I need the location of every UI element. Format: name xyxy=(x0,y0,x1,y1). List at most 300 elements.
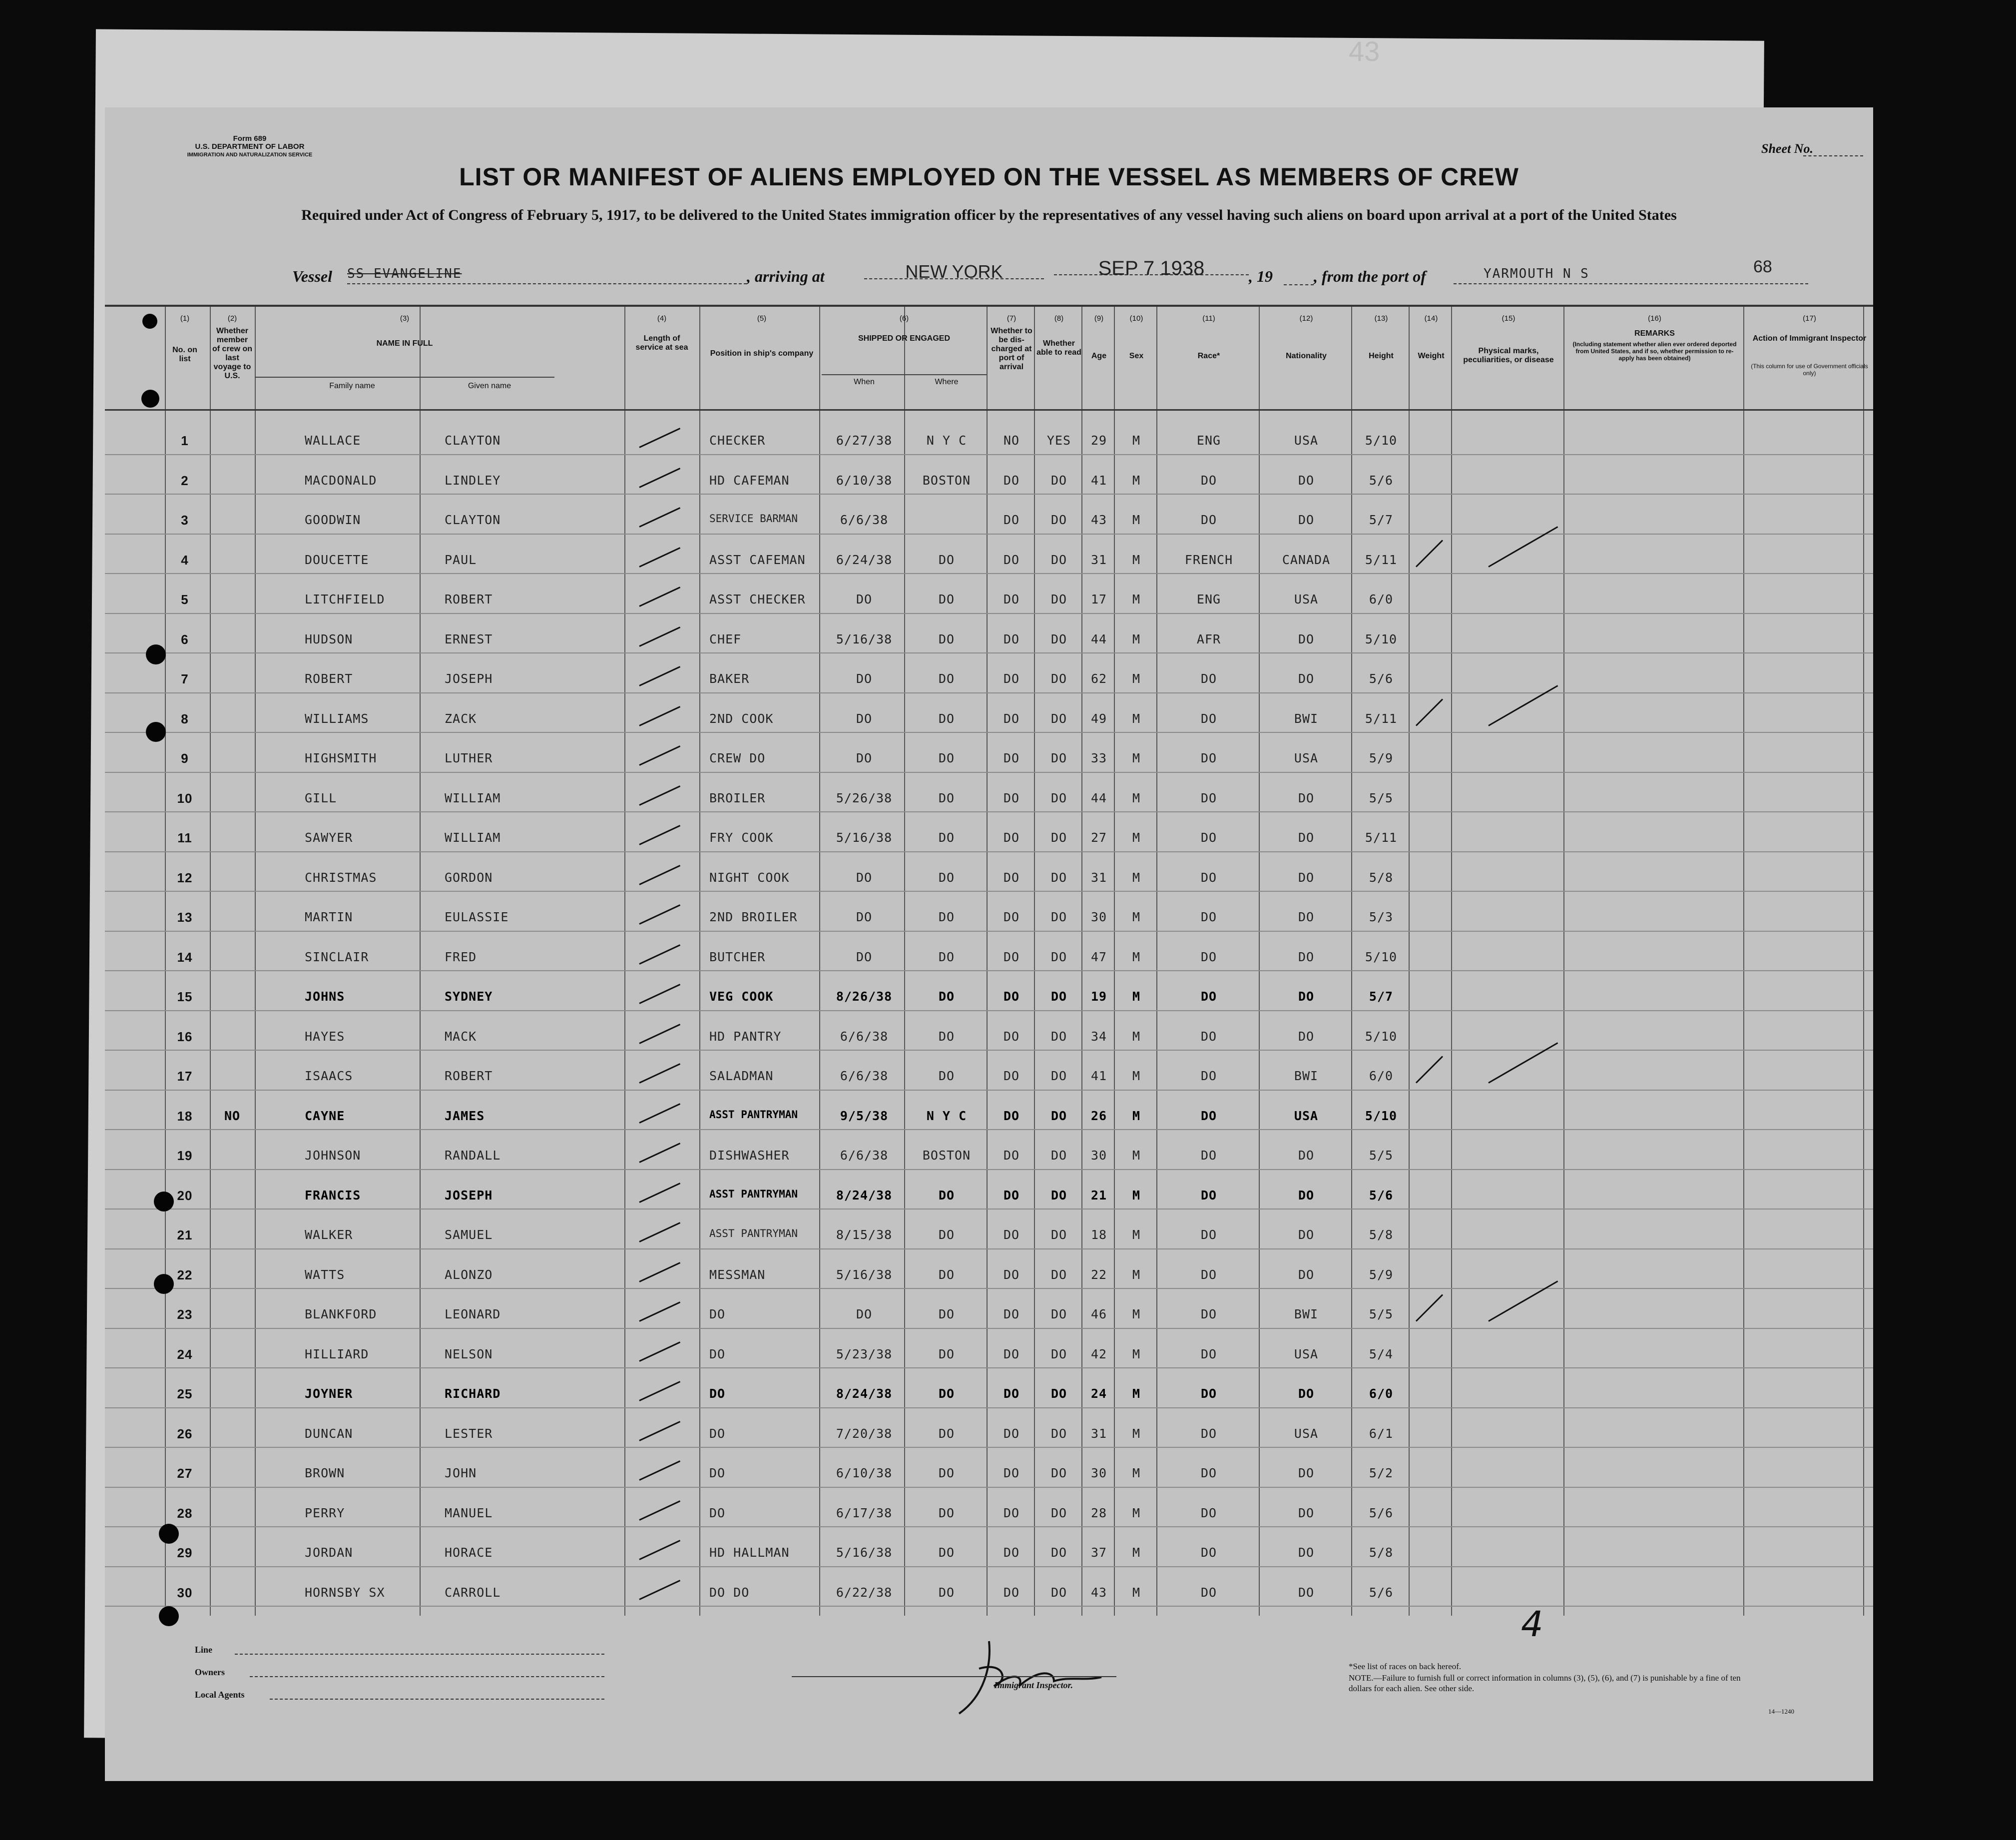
inspector-signature xyxy=(904,1621,1214,1721)
table-row-rule xyxy=(105,1129,1873,1130)
cell-sex: M xyxy=(1132,1267,1141,1282)
cell-no: 27 xyxy=(177,1466,193,1481)
cell-nationality: DO xyxy=(1298,473,1315,488)
service-tick-mark xyxy=(639,666,680,686)
cell-discharged: DO xyxy=(1003,473,1020,488)
cell-race: DO xyxy=(1200,1346,1217,1361)
cell-discharged: DO xyxy=(1003,1148,1020,1163)
table-row-rule xyxy=(105,732,1873,733)
page-ref: 68 xyxy=(1753,257,1772,276)
cell-age: 33 xyxy=(1090,751,1107,765)
physical-check-mark xyxy=(1488,526,1558,568)
cell-height: 5/6 xyxy=(1369,1188,1394,1203)
table-row-rule xyxy=(105,1010,1873,1011)
cell-race: DO xyxy=(1200,1267,1217,1282)
cell-read: DO xyxy=(1050,473,1067,488)
cell-sex: M xyxy=(1132,711,1141,726)
cell-sex: M xyxy=(1132,949,1141,964)
cell-given: LINDLEY xyxy=(445,473,501,488)
table-row-rule xyxy=(105,534,1873,535)
cell-when: 5/16/38 xyxy=(836,1545,893,1560)
inspector-label: Immigrant Inspector. xyxy=(994,1680,1073,1690)
table-row-rule xyxy=(105,1407,1873,1408)
table-row-rule xyxy=(105,1288,1873,1289)
vessel-label: Vessel xyxy=(292,267,332,285)
weight-check-mark xyxy=(1416,540,1443,567)
cell-age: 18 xyxy=(1090,1227,1107,1242)
cell-where: DO xyxy=(938,1346,955,1361)
cell-given: MANUEL xyxy=(445,1505,493,1520)
cell-family: GOODWIN xyxy=(305,513,361,527)
cell-race: DO xyxy=(1200,1029,1217,1044)
cell-discharged: DO xyxy=(1003,513,1020,527)
cell-height: 5/10 xyxy=(1365,1029,1398,1044)
cell-no: 19 xyxy=(177,1148,193,1163)
cell-position: BAKER xyxy=(709,671,750,686)
cell-height: 5/9 xyxy=(1369,751,1394,765)
service-tick-mark xyxy=(639,984,680,1004)
cell-given: ROBERT xyxy=(445,1069,493,1083)
cell-family: CAYNE xyxy=(305,1108,345,1123)
cell-no: 25 xyxy=(177,1386,193,1401)
cell-where: DO xyxy=(938,751,955,765)
punch-hole xyxy=(146,722,166,742)
cell-age: 47 xyxy=(1090,949,1107,964)
header-subrule xyxy=(822,374,987,375)
cell-when: DO xyxy=(856,751,873,765)
cell-sex: M xyxy=(1132,1585,1141,1600)
cell-where: DO xyxy=(938,1227,955,1242)
cell-where: N Y C xyxy=(926,433,967,448)
cell-when: DO xyxy=(856,711,873,726)
cell-given: RANDALL xyxy=(445,1148,501,1163)
cell-no: 6 xyxy=(181,631,189,647)
cell-age: 44 xyxy=(1090,790,1107,805)
cell-read: DO xyxy=(1050,751,1067,765)
cell-given: PAUL xyxy=(445,552,477,567)
cell-height: 5/4 xyxy=(1369,1346,1394,1361)
cell-discharged: DO xyxy=(1003,790,1020,805)
cell-where: DO xyxy=(938,592,955,607)
cell-height: 5/9 xyxy=(1369,1267,1394,1282)
cell-when: 6/6/38 xyxy=(840,1069,889,1083)
cell-race: DO xyxy=(1200,1585,1217,1600)
cell-where: DO xyxy=(938,1188,955,1203)
cell-no: 15 xyxy=(177,989,193,1004)
col-header-discharged: Whether to be dis-charged at port of arrival xyxy=(991,327,1032,371)
cell-no: 5 xyxy=(181,592,189,607)
cell-race: ENG xyxy=(1196,592,1221,607)
cell-when: 5/16/38 xyxy=(836,631,893,646)
cell-nationality: DO xyxy=(1298,1227,1315,1242)
cell-family: WATTS xyxy=(305,1267,345,1282)
cell-when: 8/24/38 xyxy=(836,1386,893,1401)
cell-when: 6/24/38 xyxy=(836,552,893,567)
table-column-rule xyxy=(1863,307,1864,1616)
cell-given: JOHN xyxy=(445,1466,477,1480)
cell-where: DO xyxy=(938,1466,955,1480)
cell-race: DO xyxy=(1200,1108,1217,1123)
cell-age: 24 xyxy=(1090,1386,1107,1401)
cell-position: BROILER xyxy=(709,790,766,805)
local-agents-label: Local Agents xyxy=(195,1690,245,1700)
service-tick-mark xyxy=(639,1183,680,1203)
cell-read: DO xyxy=(1050,671,1067,686)
cell-height: 5/7 xyxy=(1369,513,1394,527)
service-tick-mark xyxy=(639,1063,680,1084)
service-tick-mark xyxy=(639,1381,680,1401)
cell-position: ASST CHECKER xyxy=(709,592,806,607)
cell-family: HIGHSMITH xyxy=(305,751,377,765)
table-column-rule xyxy=(1563,307,1564,1616)
table-column-rule xyxy=(624,307,625,1616)
cell-sex: M xyxy=(1132,513,1141,527)
table-row-rule xyxy=(105,613,1873,614)
cell-age: 31 xyxy=(1090,1426,1107,1441)
cell-read: DO xyxy=(1050,1505,1067,1520)
table-column-rule xyxy=(165,307,166,1616)
cell-discharged: DO xyxy=(1003,671,1020,686)
cell-read: DO xyxy=(1050,1029,1067,1044)
cell-discharged: DO xyxy=(1003,989,1020,1004)
from-label: , from the port of xyxy=(1314,267,1426,285)
cell-when: DO xyxy=(856,949,873,964)
cell-where: DO xyxy=(938,1585,955,1600)
cell-given: JOSEPH xyxy=(445,1188,493,1203)
cell-race: DO xyxy=(1200,751,1217,765)
cell-age: 22 xyxy=(1090,1267,1107,1282)
cell-height: 5/5 xyxy=(1369,790,1394,805)
cell-when: DO xyxy=(856,671,873,686)
physical-check-mark xyxy=(1488,685,1558,726)
cell-given: CLAYTON xyxy=(445,513,501,527)
col-header-shipped: SHIPPED OR ENGAGED xyxy=(858,334,951,343)
cell-family: GILL xyxy=(305,790,337,805)
service-tick-mark xyxy=(639,626,680,647)
cell-when: 6/6/38 xyxy=(840,1148,889,1163)
cell-when: 5/16/38 xyxy=(836,1267,893,1282)
cell-sex: M xyxy=(1132,1148,1141,1163)
cell-where: DO xyxy=(938,1426,955,1441)
service-tick-mark xyxy=(639,1421,680,1441)
table-column-rule xyxy=(1081,307,1082,1616)
table-column-rule xyxy=(1034,307,1035,1616)
cell-where: DO xyxy=(938,631,955,646)
cell-read: DO xyxy=(1050,1227,1067,1242)
cell-race: DO xyxy=(1200,1505,1217,1520)
cell-no: 10 xyxy=(177,790,193,806)
cell-race: DO xyxy=(1200,1545,1217,1560)
col-header-physical-marks: Physical marks, peculiarities, or disease xyxy=(1463,347,1554,364)
cell-nationality: DO xyxy=(1298,1188,1315,1203)
cell-read: DO xyxy=(1050,1148,1067,1163)
cell-no: 22 xyxy=(177,1267,193,1282)
cell-read: DO xyxy=(1050,1108,1067,1123)
cell-position: SALADMAN xyxy=(709,1069,774,1083)
cell-age: 30 xyxy=(1090,910,1107,924)
cell-race: FRENCH xyxy=(1184,552,1233,567)
service-tick-mark xyxy=(639,1460,680,1481)
cell-sex: M xyxy=(1132,1227,1141,1242)
cell-read: DO xyxy=(1050,949,1067,964)
cell-sex: M xyxy=(1132,1426,1141,1441)
cell-nationality: DO xyxy=(1298,1505,1315,1520)
cell-age: 31 xyxy=(1090,870,1107,885)
cell-family: MACDONALD xyxy=(305,473,377,488)
cell-read: DO xyxy=(1050,592,1067,607)
cell-race: DO xyxy=(1200,1386,1217,1401)
col-header-when: When xyxy=(854,378,875,386)
cell-when: 8/15/38 xyxy=(836,1227,893,1242)
table-row-rule xyxy=(105,772,1873,773)
cell-read: DO xyxy=(1050,1346,1067,1361)
cell-read: DO xyxy=(1050,1386,1067,1401)
table-column-rule xyxy=(1409,307,1410,1616)
cell-family: JOHNS xyxy=(305,989,345,1004)
cell-height: 5/11 xyxy=(1365,830,1398,845)
cell-read: DO xyxy=(1050,1466,1067,1480)
col-header-given-name: Given name xyxy=(468,382,511,390)
cell-age: 28 xyxy=(1090,1505,1107,1520)
cell-no: 23 xyxy=(177,1307,193,1322)
cell-when: DO xyxy=(856,1307,873,1321)
col-num-8: (8) xyxy=(1054,314,1064,323)
cell-family: HAYES xyxy=(305,1029,345,1044)
cell-nationality: DO xyxy=(1298,631,1315,646)
arriving-port: NEW YORK xyxy=(864,261,1044,279)
cell-position: DO xyxy=(709,1505,726,1520)
cell-sex: M xyxy=(1132,1466,1141,1480)
col-num-17: (17) xyxy=(1803,314,1816,323)
table-column-rule xyxy=(1743,307,1744,1616)
cell-race: DO xyxy=(1200,711,1217,726)
cell-read: DO xyxy=(1050,989,1067,1004)
service-tick-mark xyxy=(639,1500,680,1521)
cell-given: LUTHER xyxy=(445,751,493,765)
cell-family: SINCLAIR xyxy=(305,949,369,964)
cell-height: 5/2 xyxy=(1369,1466,1394,1480)
cell-family: DUNCAN xyxy=(305,1426,353,1441)
cell-family: BROWN xyxy=(305,1466,345,1480)
col-num-11: (11) xyxy=(1202,314,1215,323)
cell-given: JAMES xyxy=(445,1108,485,1123)
line-label: Line xyxy=(195,1645,213,1655)
cell-discharged: DO xyxy=(1003,1307,1020,1321)
department-name: U.S. DEPARTMENT OF LABOR xyxy=(195,142,305,151)
form-code: 14—1240 xyxy=(1768,1708,1794,1715)
punch-hole xyxy=(159,1606,179,1626)
table-row-rule xyxy=(105,851,1873,852)
service-tick-mark xyxy=(639,785,680,806)
cell-race: DO xyxy=(1200,473,1217,488)
cell-family: PERRY xyxy=(305,1505,345,1520)
cell-height: 5/10 xyxy=(1365,1108,1398,1123)
cell-no: 9 xyxy=(181,751,189,766)
cell-family: JOYNER xyxy=(305,1386,353,1401)
service-tick-mark xyxy=(639,1301,680,1322)
cell-discharged: DO xyxy=(1003,870,1020,885)
cell-age: 29 xyxy=(1090,433,1107,448)
cell-where: DO xyxy=(938,870,955,885)
cell-age: 37 xyxy=(1090,1545,1107,1560)
cell-where: DO xyxy=(938,1069,955,1083)
col-num-2: (2) xyxy=(227,314,237,323)
cell-race: DO xyxy=(1200,1227,1217,1242)
col-header-no: No. on list xyxy=(172,346,197,363)
physical-check-mark xyxy=(1488,1280,1558,1322)
cell-height: 5/11 xyxy=(1365,711,1398,726)
cell-given: SAMUEL xyxy=(445,1227,493,1242)
cell-where: BOSTON xyxy=(922,473,971,488)
cell-when: DO xyxy=(856,592,873,607)
cell-position: HD HALLMAN xyxy=(709,1545,790,1560)
cell-race: DO xyxy=(1200,1069,1217,1083)
table-row-rule xyxy=(105,692,1873,693)
cell-position: DISHWASHER xyxy=(709,1148,790,1163)
cell-no: 21 xyxy=(177,1227,193,1242)
date-stamp: SEP 7 1938 xyxy=(1054,257,1249,275)
cell-given: MACK xyxy=(445,1029,477,1044)
line-field xyxy=(235,1654,604,1655)
cell-discharged: DO xyxy=(1003,592,1020,607)
cell-when: 6/27/38 xyxy=(836,433,893,448)
cell-position: DO xyxy=(709,1386,726,1401)
cell-discharged: DO xyxy=(1003,1346,1020,1361)
cell-discharged: DO xyxy=(1003,1466,1020,1480)
cell-discharged: DO xyxy=(1003,1227,1020,1242)
cell-given: EULASSIE xyxy=(445,910,509,924)
cell-read: DO xyxy=(1050,1585,1067,1600)
cell-position: 2ND BROILER xyxy=(709,910,798,924)
cell-nationality: DO xyxy=(1298,1386,1315,1401)
weight-check-mark xyxy=(1416,1294,1443,1321)
cell-sex: M xyxy=(1132,433,1141,448)
cell-when: DO xyxy=(856,870,873,885)
cell-sex: M xyxy=(1132,1188,1141,1203)
cell-discharged: DO xyxy=(1003,1505,1020,1520)
vessel-name: SS EVANGELINE xyxy=(347,266,747,284)
cell-where: DO xyxy=(938,711,955,726)
cell-position: ASST PANTRYMAN xyxy=(709,1108,798,1121)
cell-given: WILLIAM xyxy=(445,790,501,805)
table-row-rule xyxy=(105,652,1873,653)
service-tick-mark xyxy=(639,1262,680,1282)
page-title: LIST OR MANIFEST OF ALIENS EMPLOYED ON THE VESSEL AS MEMBERS OF CREW xyxy=(459,163,1519,191)
cell-discharged: DO xyxy=(1003,631,1020,646)
cell-discharged: DO xyxy=(1003,949,1020,964)
cell-no: 7 xyxy=(181,671,189,686)
owners-label: Owners xyxy=(195,1667,225,1677)
cell-where: DO xyxy=(938,1545,955,1560)
table-row-rule xyxy=(105,1447,1873,1448)
cell-height: 6/0 xyxy=(1369,1069,1394,1083)
col-header-prev-voyage: Whether member of crew on last voyage to U.S. xyxy=(212,327,253,380)
service-tick-mark xyxy=(639,904,680,925)
cell-position: ASST PANTRYMAN xyxy=(709,1227,798,1239)
table-column-rule xyxy=(1156,307,1157,1616)
cell-no: 18 xyxy=(177,1108,193,1124)
cell-family: BLANKFORD xyxy=(305,1307,377,1321)
cell-no: 13 xyxy=(177,910,193,925)
cell-height: 5/10 xyxy=(1365,631,1398,646)
table-row-rule xyxy=(105,1367,1873,1368)
col-header-race: Race* xyxy=(1197,352,1220,360)
form-block xyxy=(155,135,345,159)
cell-discharged: DO xyxy=(1003,711,1020,726)
table-column-rule xyxy=(1451,307,1452,1616)
cell-nationality: DO xyxy=(1298,1267,1315,1282)
cell-race: DO xyxy=(1200,1307,1217,1321)
cell-prev: NO xyxy=(224,1108,241,1123)
cell-position: DO DO xyxy=(709,1585,750,1600)
cell-height: 5/7 xyxy=(1369,989,1394,1004)
cell-height: 6/0 xyxy=(1369,592,1394,607)
service-tick-mark xyxy=(639,1143,680,1163)
cell-position: FRY COOK xyxy=(709,830,774,845)
cell-read: DO xyxy=(1050,513,1067,527)
service-tick-mark xyxy=(639,1580,680,1600)
cell-no: 29 xyxy=(177,1545,193,1560)
header-subrule xyxy=(255,377,554,378)
cell-read: DO xyxy=(1050,1267,1067,1282)
cell-position: DO xyxy=(709,1346,726,1361)
cell-height: 6/0 xyxy=(1369,1386,1394,1401)
cell-position: ASST CAFEMAN xyxy=(709,552,806,567)
col-header-remarks: REMARKS xyxy=(1634,329,1675,338)
manifest-sheet xyxy=(105,107,1873,1781)
col-num-4: (4) xyxy=(657,314,667,323)
service-tick-mark xyxy=(639,507,680,528)
cell-sex: M xyxy=(1132,1386,1141,1401)
punch-hole xyxy=(159,1524,179,1544)
sheet-no-line xyxy=(1803,155,1863,156)
cell-given: LEONARD xyxy=(445,1307,501,1321)
cell-no: 30 xyxy=(177,1585,193,1600)
cell-no: 11 xyxy=(177,830,192,845)
cell-nationality: DO xyxy=(1298,671,1315,686)
col-num-5: (5) xyxy=(757,314,767,323)
race-note: *See list of races on back hereof. xyxy=(1349,1662,1462,1671)
cell-no: 17 xyxy=(177,1069,193,1084)
cell-given: JOSEPH xyxy=(445,671,493,686)
cell-where: BOSTON xyxy=(922,1148,971,1163)
cell-race: DO xyxy=(1200,910,1217,924)
cell-age: 62 xyxy=(1090,671,1107,686)
cell-nationality: BWI xyxy=(1294,711,1319,726)
col-num-7: (7) xyxy=(1007,314,1016,323)
cell-read: YES xyxy=(1046,433,1071,448)
cell-position: HD PANTRY xyxy=(709,1029,782,1044)
cell-position: NIGHT COOK xyxy=(709,870,790,885)
table-row-rule xyxy=(105,811,1873,812)
cell-height: 5/5 xyxy=(1369,1148,1394,1163)
cell-read: DO xyxy=(1050,631,1067,646)
col-num-16: (16) xyxy=(1648,314,1661,323)
sheet-no-label: Sheet No. xyxy=(1761,141,1813,156)
cell-race: AFR xyxy=(1196,631,1221,646)
col-num-10: (10) xyxy=(1129,314,1143,323)
cell-read: DO xyxy=(1050,552,1067,567)
service-tick-mark xyxy=(639,468,680,488)
cell-given: FRED xyxy=(445,949,477,964)
cell-sex: M xyxy=(1132,870,1141,885)
cell-when: 5/23/38 xyxy=(836,1346,893,1361)
col-header-service-length: Length of service at sea xyxy=(635,334,688,352)
table-column-rule xyxy=(1259,307,1260,1616)
cell-family: LITCHFIELD xyxy=(305,592,385,607)
cell-height: 5/3 xyxy=(1369,910,1394,924)
cell-given: SYDNEY xyxy=(445,989,493,1004)
